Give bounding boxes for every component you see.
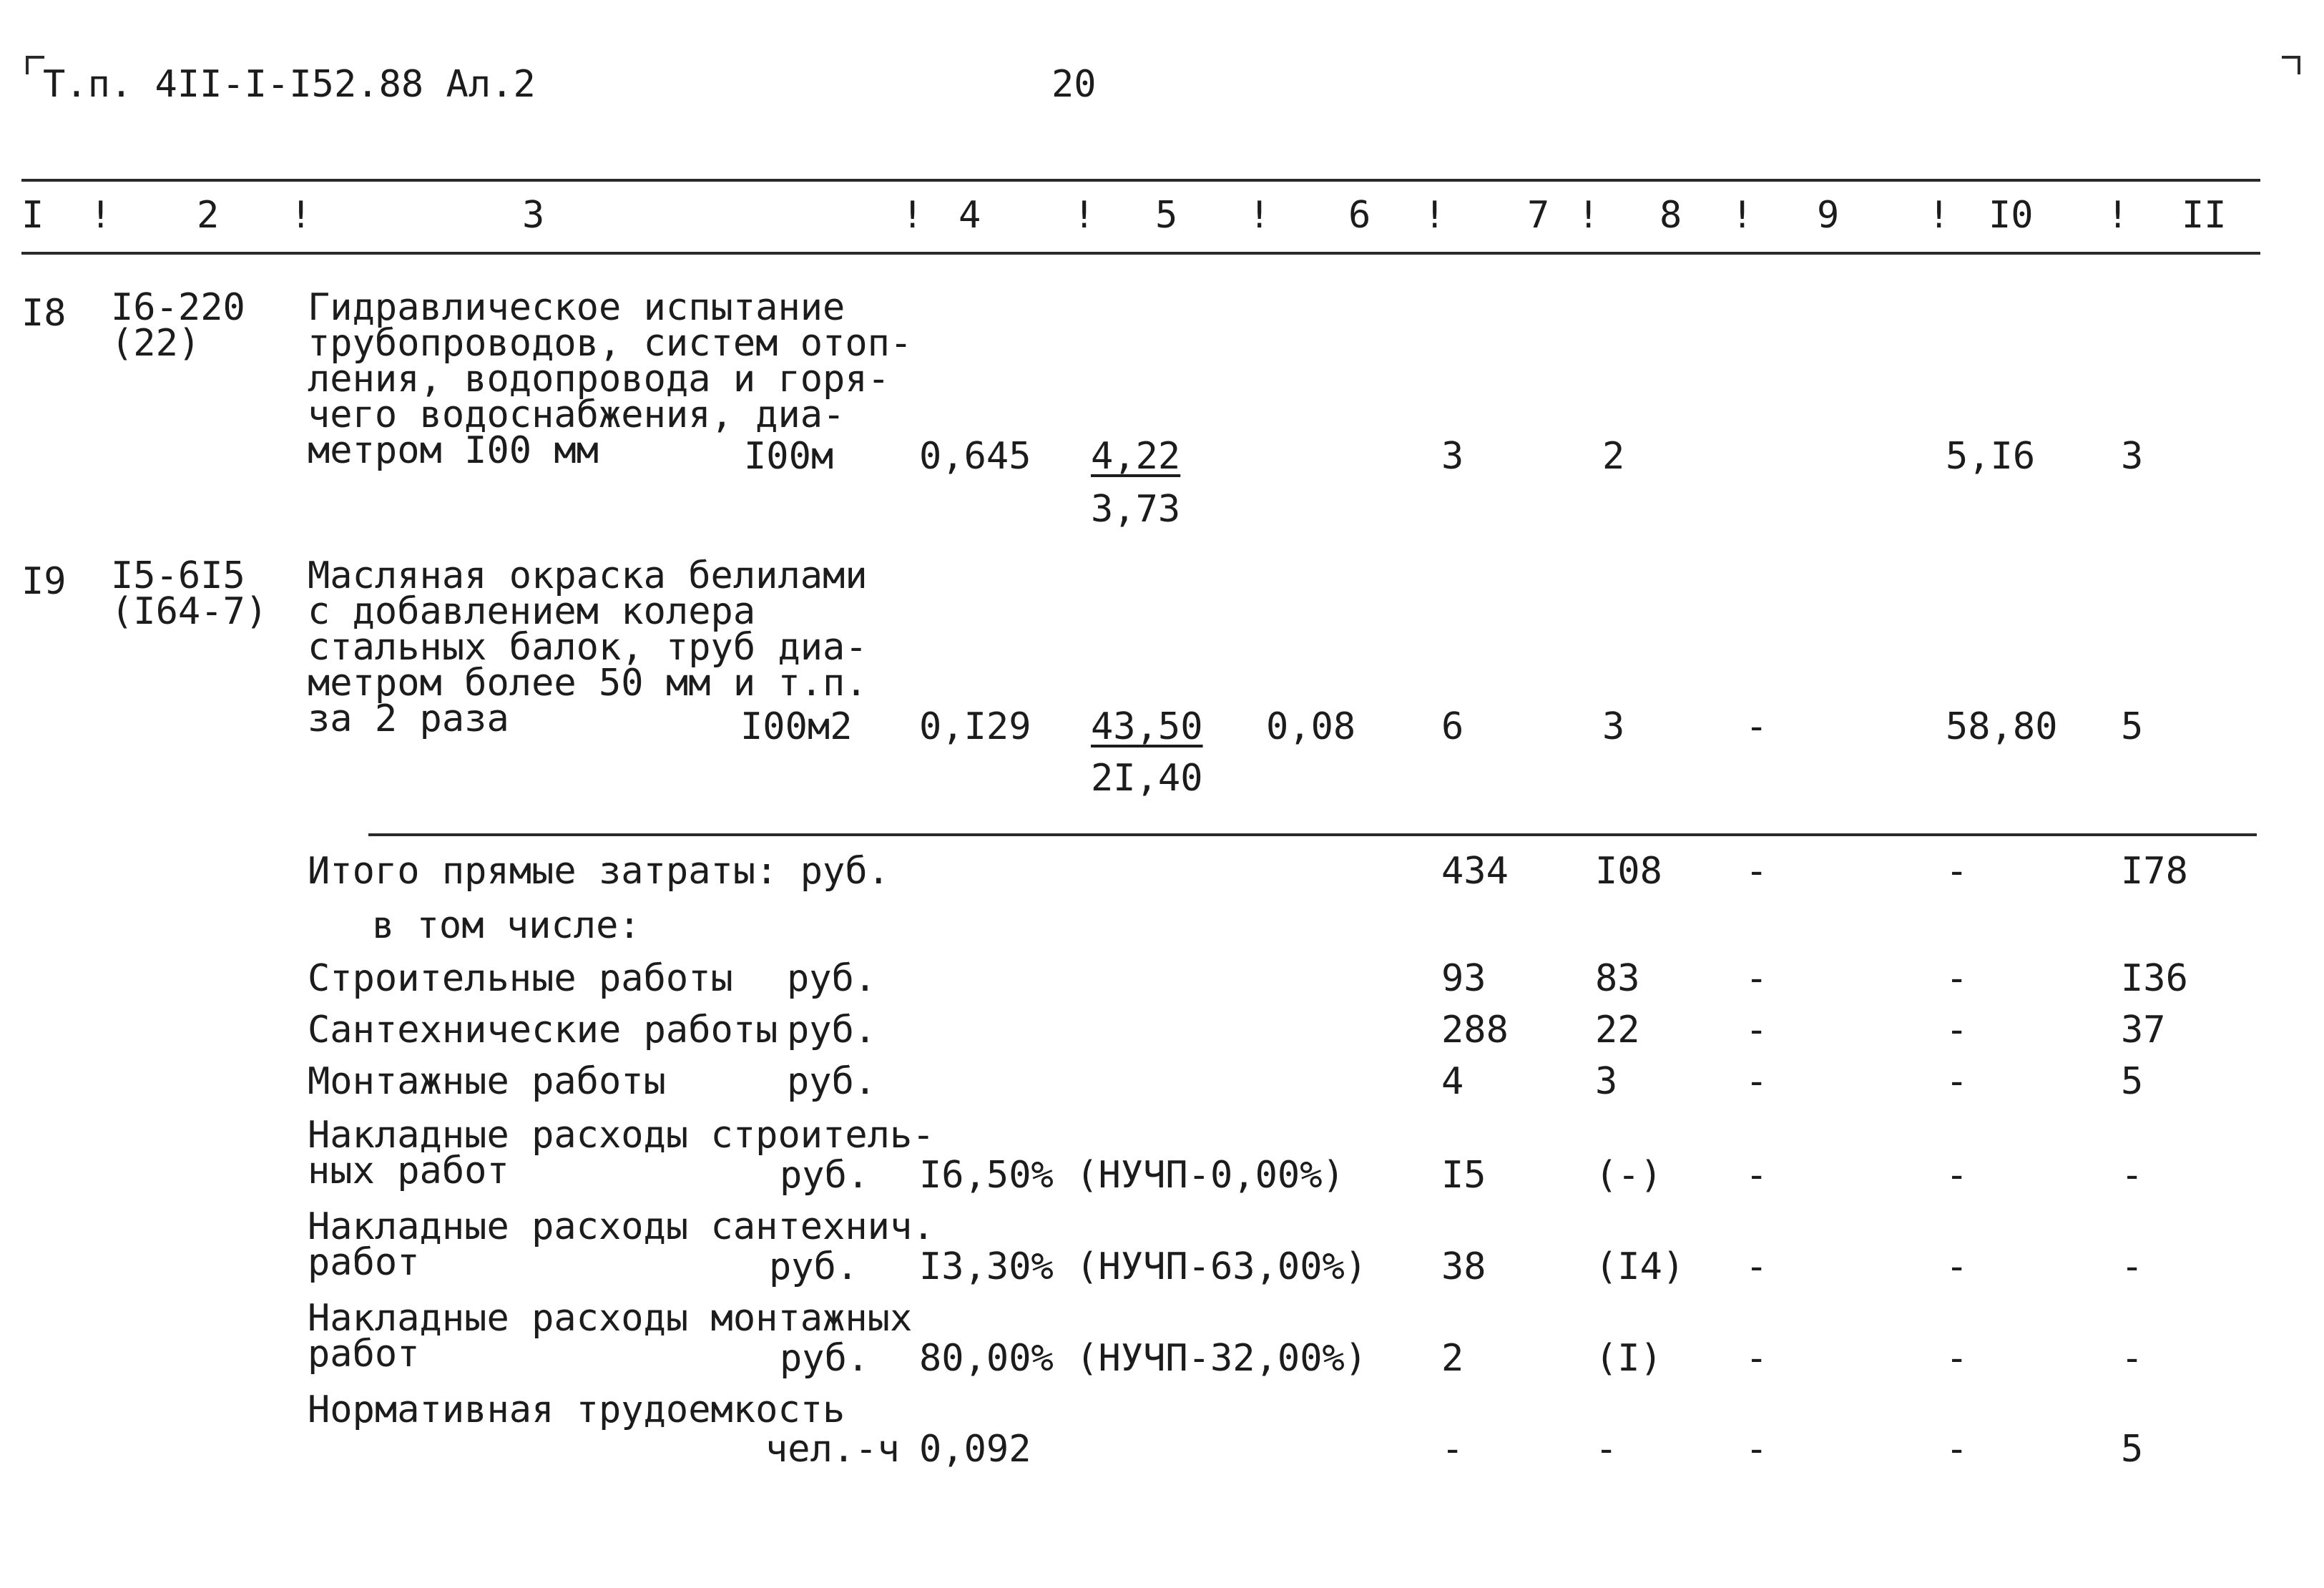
totals-col-10: - <box>1946 1245 1968 1288</box>
totals-col-8: 3 <box>1595 1060 1618 1103</box>
totals-label: Итого прямые затраты: руб. <box>308 850 890 893</box>
totals-col-7: 288 <box>1441 1009 1509 1052</box>
col-header-5: 5 <box>1155 194 1178 237</box>
item-quantity: 0,I29 <box>919 705 1031 748</box>
item-description: Гидравлическое испытание трубопроводов, систем отоп- ления, водопровода и горя- чего водоснабжения, диа- метром I00 мм <box>308 286 913 472</box>
col-header-9: 9 <box>1817 194 1840 237</box>
totals-rate: 80,00% (НУЧП-32,00%) <box>919 1337 1368 1380</box>
item-col-11: 3 <box>2121 435 2144 478</box>
totals-col-11: - <box>2121 1154 2144 1197</box>
item-col-6: 0,08 <box>1266 705 1356 748</box>
page-number: 20 <box>1051 63 1097 106</box>
item-col-9: - <box>1745 705 1768 748</box>
document-reference: Т.п. 4II-I-I52.88 Ал.2 <box>43 63 536 106</box>
totals-rate: I3,30% (НУЧП-63,00%) <box>919 1245 1368 1288</box>
totals-label: Монтажные работы <box>308 1060 666 1103</box>
col-header-11: II <box>2182 194 2227 237</box>
totals-label: Нормативная трудоемкость <box>308 1388 845 1431</box>
totals-col-10: - <box>1946 850 1968 893</box>
col-header-7: 7 <box>1527 194 1550 237</box>
col-sep: ! <box>1577 194 1600 237</box>
corner-mark-right <box>2282 56 2300 74</box>
totals-col-7: 93 <box>1441 957 1486 1000</box>
totals-col-11: 5 <box>2121 1060 2144 1103</box>
corner-mark-left <box>26 56 44 74</box>
totals-col-7: I5 <box>1441 1154 1486 1197</box>
totals-col-9: - <box>1745 1009 1768 1052</box>
totals-col-8: (I) <box>1595 1337 1662 1380</box>
item-col-11: 5 <box>2121 705 2144 748</box>
totals-col-11: I78 <box>2121 850 2188 893</box>
totals-col-11: I36 <box>2121 957 2188 1000</box>
totals-col-10: - <box>1946 1154 1968 1197</box>
totals-col-11: - <box>2121 1337 2144 1380</box>
item-col-7: 6 <box>1441 705 1464 748</box>
totals-col-10: - <box>1946 1060 1968 1103</box>
totals-rule <box>368 833 2257 836</box>
item-col-7: 3 <box>1441 435 1464 478</box>
totals-col-7: 38 <box>1441 1245 1486 1288</box>
item-code: I6-220 (22) <box>111 286 245 365</box>
totals-col-9: - <box>1745 957 1768 1000</box>
totals-col-9: - <box>1745 850 1768 893</box>
col-sep: ! <box>89 194 112 237</box>
totals-col-9: - <box>1745 1245 1768 1288</box>
item-quantity: 0,645 <box>919 435 1031 478</box>
totals-col-7: 2 <box>1441 1337 1464 1380</box>
totals-col-10: - <box>1946 957 1968 1000</box>
totals-col-8: (I4) <box>1595 1245 1685 1288</box>
totals-col-7: 4 <box>1441 1060 1464 1103</box>
col-header-10: I0 <box>1989 194 2034 237</box>
item-description: Масляная окраска белилами с добавлением колера стальных балок, труб диа- метром более 50 мм и т.п. за 2 раза <box>308 554 868 740</box>
totals-col-8: I08 <box>1595 850 1662 893</box>
totals-rate: 0,092 <box>919 1428 1031 1471</box>
item-number: I8 <box>21 292 67 335</box>
col-sep: ! <box>1731 194 1754 237</box>
totals-col-9: - <box>1745 1060 1768 1103</box>
col-sep: ! <box>1073 194 1096 237</box>
col-header-1: I <box>21 194 44 237</box>
col-header-2: 2 <box>197 194 220 237</box>
totals-unit: руб. <box>787 1060 877 1103</box>
item-price-top: 43,50 <box>1091 705 1203 748</box>
totals-col-8: - <box>1595 1428 1618 1471</box>
totals-unit: руб. <box>769 1245 859 1288</box>
totals-unit: руб. <box>780 1154 870 1197</box>
col-sep: ! <box>1423 194 1446 237</box>
item-price-bottom: 2I,40 <box>1091 757 1203 800</box>
col-sep: ! <box>1248 194 1271 237</box>
col-header-8: 8 <box>1659 194 1682 237</box>
item-col-10: 5,I6 <box>1946 435 2036 478</box>
totals-col-9: - <box>1745 1154 1768 1197</box>
totals-col-10: - <box>1946 1428 1968 1471</box>
totals-col-11: 5 <box>2121 1428 2144 1471</box>
col-sep: ! <box>901 194 924 237</box>
item-unit: I00м2 <box>740 705 853 748</box>
header-rule-bottom <box>21 252 2260 255</box>
totals-col-8: 22 <box>1595 1009 1640 1052</box>
totals-col-9: - <box>1745 1337 1768 1380</box>
col-header-4: 4 <box>958 194 981 237</box>
totals-col-10: - <box>1946 1009 1968 1052</box>
totals-col-7: - <box>1441 1428 1464 1471</box>
col-sep: ! <box>2107 194 2129 237</box>
item-number: I9 <box>21 560 67 603</box>
totals-label: Накладные расходы монтажных работ <box>308 1297 913 1376</box>
header-rule-top <box>21 179 2260 182</box>
col-header-6: 6 <box>1348 194 1371 237</box>
col-sep: ! <box>290 194 313 237</box>
totals-col-11: - <box>2121 1245 2144 1288</box>
totals-col-8: 83 <box>1595 957 1640 1000</box>
item-unit: I00м <box>744 435 834 478</box>
including-label: в том числе: <box>372 904 641 947</box>
totals-label: Накладные расходы строитель- ных работ <box>308 1114 935 1192</box>
item-code: I5-6I5 (I64-7) <box>111 554 268 633</box>
totals-col-11: 37 <box>2121 1009 2166 1052</box>
totals-label: Строительные работы <box>308 957 733 1000</box>
totals-col-9: - <box>1745 1428 1768 1471</box>
item-price-top: 4,22 <box>1091 435 1181 478</box>
totals-col-8: (-) <box>1595 1154 1662 1197</box>
totals-col-10: - <box>1946 1337 1968 1380</box>
totals-label: Сантехнические работы <box>308 1009 778 1052</box>
totals-label: Накладные расходы сантехнич. работ <box>308 1205 935 1284</box>
totals-unit: руб. <box>787 957 877 1000</box>
totals-col-7: 434 <box>1441 850 1509 893</box>
totals-unit: руб. <box>780 1337 870 1380</box>
totals-rate: I6,50% (НУЧП-0,00%) <box>919 1154 1345 1197</box>
item-col-8: 2 <box>1602 435 1625 478</box>
item-col-8: 3 <box>1602 705 1625 748</box>
col-sep: ! <box>1928 194 1951 237</box>
totals-unit: руб. <box>787 1009 877 1052</box>
item-col-10: 58,80 <box>1946 705 2058 748</box>
totals-unit: чел.-ч <box>765 1428 900 1471</box>
item-price-bottom: 3,73 <box>1091 488 1181 531</box>
col-header-3: 3 <box>522 194 545 237</box>
